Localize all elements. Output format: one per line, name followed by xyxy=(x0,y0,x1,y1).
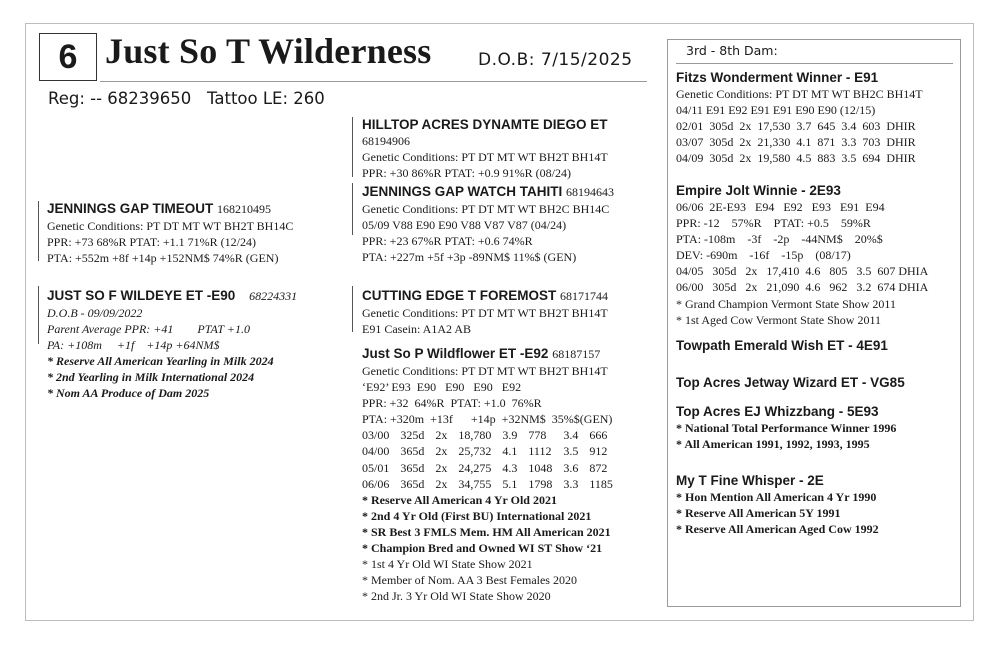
dam-award: * Reserve All American Yearling in Milk 2024 xyxy=(47,354,274,369)
fourth-dam-line: DEV: -690m -16f -15p (08/17) xyxy=(676,248,851,263)
eighth-dam-award: * Reserve All American Aged Cow 1992 xyxy=(676,522,879,537)
record-cell: 2x xyxy=(435,428,448,443)
record-cell: 871 xyxy=(817,135,836,150)
record-cell: 17,530 xyxy=(757,119,791,134)
sire-sire-line: 68194906 xyxy=(362,134,410,148)
sire-sire-line: Genetic Conditions: PT DT MT WT BH2T BH14T xyxy=(362,150,608,165)
dam-dam-award: * Reserve All American 4 Yr Old 2021 xyxy=(362,492,557,507)
dams-panel-heading: 3rd - 8th Dam: xyxy=(686,43,778,58)
record-cell: 2x xyxy=(435,460,448,475)
dam-dam-line: PPR: +32 64%R PTAT: +1.0 76%R xyxy=(362,396,542,411)
sire-line: Genetic Conditions: PT DT MT WT BH2T BH14C xyxy=(47,219,294,233)
dam-sire-line: Genetic Conditions: PT DT MT WT BH2T BH14T xyxy=(362,306,608,320)
sire-sire-bracket-line xyxy=(352,117,353,177)
record-cell: 24,275 xyxy=(458,460,492,475)
record-cell: 872 xyxy=(589,460,608,475)
record-cell: 1112 xyxy=(528,444,552,459)
fourth-dam-line: PTA: -108m -3f -2p -44NM$ 20%$ xyxy=(676,232,883,247)
record-cell: 02/01 xyxy=(676,119,704,134)
record-cell: 365d xyxy=(400,460,425,475)
fourth-dam-line: PPR: -12 57%R PTAT: +0.5 59%R xyxy=(676,216,871,231)
record-cell: 2x xyxy=(435,476,448,491)
animal-name: Just So T Wilderness xyxy=(105,31,432,71)
sire-dam-line: PTA: +227m +5f +3p -89NM$ 11%$ (GEN) xyxy=(362,250,577,265)
dam-reg: 68224331 xyxy=(249,289,298,303)
dam-name: JUST SO F WILDEYE ET -E90 xyxy=(47,288,236,303)
sire-dam-block xyxy=(362,183,614,265)
dam-sire-reg: 68171744 xyxy=(560,289,609,303)
dam-dam-block xyxy=(362,345,624,604)
record-cell: DHIR xyxy=(886,135,916,150)
record-cell: 305d xyxy=(709,135,734,150)
record-row xyxy=(362,460,624,476)
record-cell: 4.1 xyxy=(502,444,518,459)
record-cell: 2x xyxy=(739,151,752,166)
record-cell: 883 xyxy=(817,151,836,166)
record-cell: 912 xyxy=(589,444,608,459)
record-cell: 3.5 xyxy=(841,151,857,166)
record-cell: 2x xyxy=(435,444,448,459)
dam-dam-line: Genetic Conditions: PT DT MT WT BH2T BH14T xyxy=(362,364,608,378)
sire-dam-bracket-line xyxy=(352,183,353,235)
record-cell: DHIR xyxy=(886,119,916,134)
sire-name-row xyxy=(47,200,293,218)
dam-dam-award: * 2nd 4 Yr Old (First BU) International 2021 xyxy=(362,508,592,523)
record-cell: 645 xyxy=(817,119,836,134)
record-cell: 666 xyxy=(589,428,608,443)
record-cell: 365d xyxy=(400,476,425,491)
dams-panel-divider xyxy=(676,63,953,64)
dam-award: * 2nd Yearling in Milk International 2024 xyxy=(47,370,255,385)
fifth-dam-name: Towpath Emerald Wish ET - 4E91 xyxy=(676,338,888,353)
record-cell: 21,330 xyxy=(757,135,791,150)
sire-bracket-line xyxy=(38,201,39,261)
seventh-dam-award: * All American 1991, 1992, 1993, 1995 xyxy=(676,437,870,452)
record-row xyxy=(676,134,922,150)
record-cell: 3.6 xyxy=(563,460,579,475)
record-cell: 06/06 xyxy=(362,476,390,491)
record-row xyxy=(362,427,624,443)
dam-sire-block xyxy=(362,287,608,337)
sire-sire-line: PPR: +30 86%R PTAT: +0.9 91%R (08/24) xyxy=(362,166,571,181)
sire-reg: 168210495 xyxy=(217,202,272,216)
dam-sire-bracket-line xyxy=(352,286,353,332)
header-divider xyxy=(100,81,647,82)
record-cell: 325d xyxy=(400,428,425,443)
record-cell: 04/00 xyxy=(362,444,390,459)
dam-dam-award: * SR Best 3 FMLS Mem. HM All American 2021 xyxy=(362,524,611,539)
record-cell: DHIR xyxy=(886,151,916,166)
eighth-dam-award: * Hon Mention All American 4 Yr 1990 xyxy=(676,490,877,504)
record-cell: 25,732 xyxy=(458,444,492,459)
fourth-dam-line: 06/06 2E-E93 E94 E92 E93 E91 E94 xyxy=(676,200,885,214)
record-cell: 3.3 xyxy=(841,135,857,150)
date-of-birth: D.O.B: 7/15/2025 xyxy=(478,50,633,70)
record-row xyxy=(676,150,922,166)
record-cell: 3.9 xyxy=(502,428,518,443)
fourth-dam-name: Empire Jolt Winnie - 2E93 xyxy=(676,183,841,198)
record-cell: 365d xyxy=(400,444,425,459)
record-cell: 3.4 xyxy=(563,428,579,443)
dam-line: D.O.B - 09/09/2022 xyxy=(47,306,143,320)
dam-dam-award: * 1st 4 Yr Old WI State Show 2021 xyxy=(362,557,533,572)
sire-sire-name: HILLTOP ACRES DYNAMTE DIEGO ET xyxy=(362,117,608,132)
record-cell: 19,580 xyxy=(757,151,791,166)
record-cell: 778 xyxy=(528,428,547,443)
record-cell: 05/01 xyxy=(362,460,390,475)
dam-dam-name: Just So P Wildflower ET -E92 xyxy=(362,346,549,361)
dam-block xyxy=(47,287,297,402)
sire-dam-name-row xyxy=(362,183,614,201)
dam-dam-reg: 68187157 xyxy=(552,347,601,361)
dam-bracket-line xyxy=(38,286,39,344)
sire-sire-block xyxy=(362,116,608,181)
record-row xyxy=(676,118,922,134)
dam-sire-name-row xyxy=(362,287,608,305)
dam-dam-award: * Champion Bred and Owned WI ST Show ‘21 xyxy=(362,541,603,556)
dam-dam-name-row xyxy=(362,345,624,363)
fourth-dam-block xyxy=(676,182,928,328)
record-cell: 2x xyxy=(739,119,752,134)
record-cell: 603 xyxy=(862,119,881,134)
fourth-dam-award: * 1st Aged Cow Vermont State Show 2011 xyxy=(676,312,882,327)
record-cell: 34,755 xyxy=(458,476,492,491)
sire-block xyxy=(47,200,293,266)
dam-line: PA: +108m +1f +14p +64NM$ xyxy=(47,338,220,353)
seventh-dam-block xyxy=(676,403,896,452)
record-cell: 4.1 xyxy=(796,135,812,150)
record-cell: 4.5 xyxy=(796,151,812,166)
third-dam-name: Fitzs Wonderment Winner - E91 xyxy=(676,70,879,85)
dam-dam-records-table xyxy=(362,427,624,491)
record-cell: 18,780 xyxy=(458,428,492,443)
dam-line: Parent Average PPR: +41 PTAT +1.0 xyxy=(47,322,250,337)
record-cell: 03/07 xyxy=(676,135,704,150)
eighth-dam-award: * Reserve All American 5Y 1991 xyxy=(676,506,841,521)
sire-dam-line: 05/09 V88 E90 E90 V88 V87 V87 (04/24) xyxy=(362,218,567,233)
record-cell: 3.5 xyxy=(563,444,579,459)
sire-dam-line: PPR: +23 67%R PTAT: +0.6 74%R xyxy=(362,234,533,249)
record-cell: 3.3 xyxy=(563,476,579,491)
dam-sire-name: CUTTING EDGE T FOREMOST xyxy=(362,288,557,303)
dam-dam-line: ‘E92’ E93 E90 E90 E90 E92 xyxy=(362,380,522,395)
record-cell: 5.1 xyxy=(502,476,518,491)
record-cell: 1798 xyxy=(528,476,553,491)
lot-number-box: 6 xyxy=(39,33,97,81)
record-row xyxy=(362,476,624,492)
third-dam-line: Genetic Conditions: PT DT MT WT BH2C BH14T xyxy=(676,87,923,101)
registration-line: Reg: -- 68239650 Tattoo LE: 260 xyxy=(48,89,325,108)
eighth-dam-block xyxy=(676,472,879,537)
sire-dam-name: JENNINGS GAP WATCH TAHITI xyxy=(362,184,563,199)
third-dam-block xyxy=(676,69,923,166)
record-cell: 1048 xyxy=(528,460,553,475)
record-cell: 305d xyxy=(709,119,734,134)
record-cell: 703 xyxy=(862,135,881,150)
dam-name-row xyxy=(47,287,297,305)
sire-name: JENNINGS GAP TIMEOUT xyxy=(47,201,214,216)
sire-line: PPR: +73 68%R PTAT: +1.1 71%R (12/24) xyxy=(47,235,256,250)
dam-dam-award: * Member of Nom. AA 3 Best Females 2020 xyxy=(362,573,577,588)
fourth-dam-line: 06/00 305d 2x 21,090 4.6 962 3.2 674 DHIA xyxy=(676,280,929,295)
record-cell: 694 xyxy=(862,151,881,166)
record-cell: 1185 xyxy=(589,476,613,491)
dam-sire-line: E91 Casein: A1A2 AB xyxy=(362,322,472,337)
dam-dam-award: * 2nd Jr. 3 Yr Old WI State Show 2020 xyxy=(362,589,551,604)
record-cell: 305d xyxy=(709,151,734,166)
record-cell: 03/00 xyxy=(362,428,390,443)
third-dam-line: 04/11 E91 E92 E91 E91 E90 E90 (12/15) xyxy=(676,103,876,118)
sire-dam-line: Genetic Conditions: PT DT MT WT BH2C BH14C xyxy=(362,202,610,216)
record-cell: 2x xyxy=(739,135,752,150)
fourth-dam-award: * Grand Champion Vermont State Show 2011 xyxy=(676,296,896,311)
seventh-dam-name: Top Acres EJ Whizzbang - 5E93 xyxy=(676,404,879,419)
seventh-dam-award: * National Total Performance Winner 1996 xyxy=(676,421,897,435)
sire-line: PTA: +552m +8f +14p +152NM$ 74%R (GEN) xyxy=(47,251,279,266)
eighth-dam-name: My T Fine Whisper - 2E xyxy=(676,473,824,488)
record-row xyxy=(362,443,624,459)
record-cell: 04/09 xyxy=(676,151,704,166)
dam-dam-line: PTA: +320m +13f +14p +32NM$ 35%$(GEN) xyxy=(362,412,613,427)
sire-dam-reg: 68194643 xyxy=(566,185,615,199)
record-cell: 4.3 xyxy=(502,460,518,475)
third-dam-records-table xyxy=(676,118,922,166)
dam-award: * Nom AA Produce of Dam 2025 xyxy=(47,386,210,401)
record-cell: 3.7 xyxy=(796,119,812,134)
sixth-dam-name: Top Acres Jetway Wizard ET - VG85 xyxy=(676,375,905,390)
record-cell: 3.4 xyxy=(841,119,857,134)
fourth-dam-line: 04/05 305d 2x 17,410 4.6 805 3.5 607 DHIA xyxy=(676,264,929,279)
